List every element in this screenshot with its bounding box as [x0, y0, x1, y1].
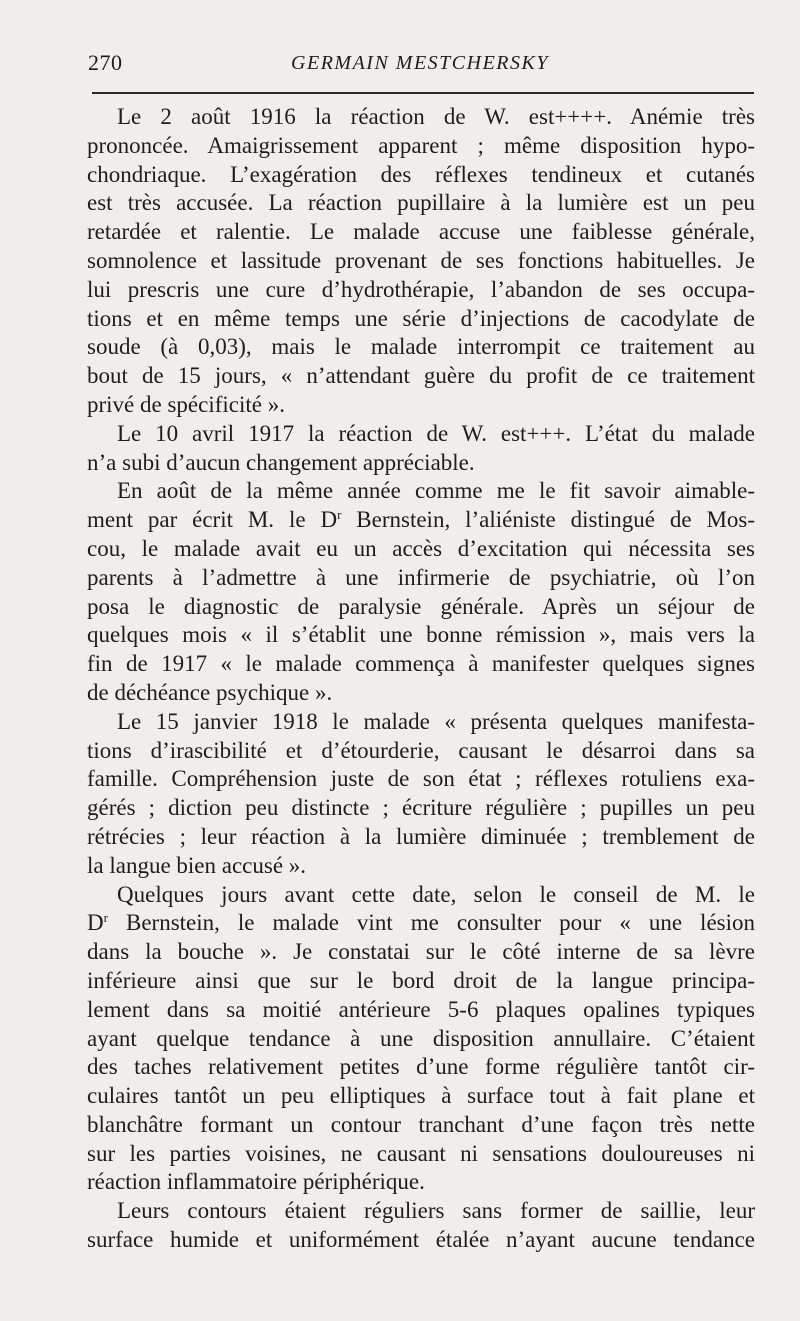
paragraph	[87, 1197, 755, 1255]
text-line: posa le diagnostic de paralysie générale. Après un séjour de	[87, 593, 755, 619]
text-line: parents à l’admettre à une infirmerie de psychiatrie, où l’on	[87, 564, 755, 590]
text-line: Leurs contours étaient réguliers sans former de saillie, leur	[117, 1198, 755, 1224]
text-line: bout de 15 jours, « n’attendant guère du profit de ce traitement	[87, 363, 755, 389]
paragraph	[87, 477, 755, 707]
text-line: somnolence et lassitude provenant de ses fonctions habituelles. Je	[87, 247, 755, 273]
text-line: gérés ; diction peu distincte ; écriture régulière ; pupilles un peu	[87, 795, 755, 821]
text-line: $D^r$ Bernstein, le malade vint me consulter pour « une lésion	[87, 910, 755, 936]
text-line: dans la bouche ». Je constatai sur le côté interne de sa lèvre	[87, 939, 755, 965]
text-line: n’a subi d’aucun changement appréciable.	[87, 449, 475, 475]
text-line: prononcée. Amaigrissement apparent ; même disposition hypo-	[87, 132, 755, 158]
text-line: Quelques jours avant cette date, selon le conseil de M. le	[117, 881, 755, 907]
text-line: Le 15 janvier 1918 le malade « présenta quelques manifesta-	[117, 708, 755, 734]
text-line: ayant quelque tendance à une disposition annullaire. C’étaient	[87, 1025, 755, 1051]
text-line: la langue bien accusé ».	[87, 852, 307, 878]
text-line: culaires tantôt un peu elliptiques à surface tout à fait plane et	[87, 1083, 755, 1109]
page-number: 270	[88, 50, 123, 75]
text-line: privé de spécificité ».	[87, 391, 285, 417]
page-header	[88, 50, 752, 84]
text-line: réaction inflammatoire périphérique.	[87, 1169, 425, 1195]
text-line: inférieure ainsi que sur le bord droit de la langue principa-	[87, 967, 755, 993]
text-line: tions d’irascibilité et d’étourderie, causant le désarroi dans sa	[87, 737, 755, 763]
text-line: surface humide et uniformément étalée n’ayant aucune tendance	[87, 1227, 755, 1253]
text-line: soude (à 0,03), mais le malade interrompit ce traitement au	[87, 334, 755, 360]
running-title: GERMAIN MESTCHERSKY	[291, 52, 549, 74]
paragraph	[87, 420, 755, 478]
text-line: des taches relativement petites d’une forme régulière tantôt cir-	[87, 1054, 755, 1080]
text-line: sur les parties voisines, ne causant ni sensations douloureuses ni	[87, 1140, 755, 1166]
text-line: cou, le malade avait eu un accès d’excitation qui nécessita ses	[87, 535, 755, 561]
text-line: est très accusée. La réaction pupillaire à la lumière est un peu	[87, 190, 755, 216]
text-line: tions et en même temps une série d’injections de cacodylate de	[87, 305, 755, 331]
text-line: famille. Compréhension juste de son état ; réflexes rotuliens exa-	[87, 766, 755, 792]
text-line: Le 10 avril 1917 la réaction de W. est+++. L’état du malade	[117, 420, 755, 446]
text-line: En août de la même année comme me le fit savoir aimable-	[117, 478, 755, 504]
header-rule	[92, 92, 754, 94]
text-line: rétrécies ; leur réaction à la lumière diminuée ; tremblement de	[87, 823, 755, 849]
text-line: retardée et ralentie. Le malade accuse une faiblesse générale,	[87, 219, 755, 245]
paragraph	[87, 103, 755, 420]
text-line: lui prescris une cure d’hydrothérapie, l’abandon de ses occupa-	[87, 276, 755, 302]
text-line: fin de 1917 « le malade commença à manifester quelques signes	[87, 651, 755, 677]
text-line: quelques mois « il s’établit une bonne rémission », mais vers la	[87, 622, 755, 648]
text-line: blanchâtre formant un contour tranchant d’une façon très nette	[87, 1111, 755, 1137]
paragraph	[87, 881, 755, 1198]
paragraph	[87, 708, 755, 881]
text-line: ment par écrit M. le $D^r$ Bernstein, l’aliéniste distingué de Mos-	[87, 507, 756, 533]
text-line: lement dans sa moitié antérieure 5-6 plaques opalines typiques	[87, 996, 755, 1022]
text-line: de déchéance psychique ».	[87, 679, 333, 705]
body-text	[87, 103, 755, 1255]
text-line: chondriaque. L’exagération des réflexes tendineux et cutanés	[87, 161, 755, 187]
text-line: Le 2 août 1916 la réaction de W. est++++. Anémie très	[117, 104, 755, 129]
